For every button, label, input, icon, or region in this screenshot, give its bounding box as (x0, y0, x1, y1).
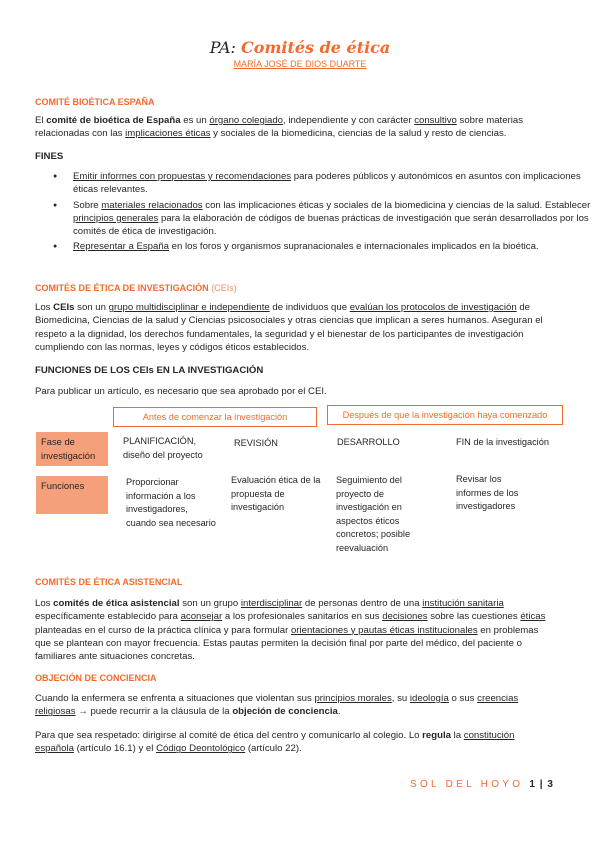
title-main: Comités de ética (241, 38, 391, 57)
function-evaluacion: Evaluación ética de la propuesta de investigación (231, 475, 321, 512)
list-item: ● Sobre materiales relacionados con las implicaciones éticas y sociales de la biomedicina y ciencias de la salud. Establecer principios generales para la elaboración de códigos de buenas prácticas de investigación que serán desarrollados por los comités de ética de investigación. (73, 199, 593, 239)
title-prefix: PA: (209, 38, 236, 57)
objecion-paragraph-1: Cuando la enfermera se enfrenta a situaciones que violentan sus principios morales, su ideología o sus creencias religiosas → puede recurrir a la cláusula de la objeción de conciencia. (35, 693, 519, 718)
section-heading-objecion: OBJECIÓN DE CONCIENCIA (35, 673, 157, 683)
objecion-paragraph-2: Para que sea respetado: dirigirse al comité de ética del centro y comunicarlo al colegio. Lo regula la constitución española (artículo 16.1) y el Código Deontológico (artículo 22). (35, 730, 515, 755)
functions-label-cell: Funciones (36, 476, 108, 514)
funciones-intro: Para publicar un artículo, es necesario que sea aprobado por el CEI. (35, 386, 327, 397)
before-investigation-box: Antes de comenzar la investigación (113, 407, 317, 427)
section-heading-cei: COMITÉS DE ÉTICA DE INVESTIGACIÓN (CEIs) (35, 283, 237, 293)
phase-planificacion: PLANIFICACIÓN, diseño del proyecto (123, 436, 203, 460)
function-revisar: Revisar los informes de los investigadores (456, 474, 519, 511)
fines-list (35, 170, 593, 256)
cei-paragraph: Los CEIs son un grupo multidisciplinar e independiente de individuos que evalúan los protocolos de investigación de Biomedicina, Ciencias de la salud y Ciencias psicosociales y otras ciencias que implican a seres humanos. Aseguran el respeto a la dignidad, los derechos fundamentales, la seguridad y el bienestar de los participantes de investigación cumpliendo con las normas, leyes y códigos éticos establecidos. (35, 302, 543, 353)
page-number: 1 | 3 (529, 779, 554, 790)
after-investigation-box: Después de que la investigación haya comenzado (327, 405, 563, 425)
phase-revision: REVISIÓN (234, 438, 278, 448)
author: MARÍA JOSÉ DE DIOS DUARTE (233, 59, 367, 69)
function-proporcionar: Proporcionar información a los investigadores, cuando sea necesario (126, 477, 216, 528)
phase-fin: FIN de la investigación (456, 437, 549, 447)
phase-label-cell: Fase de investigación (36, 432, 108, 466)
section-heading-asistencial: COMITÉS DE ÉTICA ASISTENCIAL (35, 577, 183, 587)
bioetica-paragraph: El comité de bioética de España es un órgano colegiado, independiente y con carácter consultivo sobre materias relacionadas con las implicaciones éticas y sociales de la biomedicina, ciencias de la salud y resto de ciencias. (35, 115, 523, 140)
funciones-heading: FUNCIONES DE LOS CEIs EN LA INVESTIGACIÓN (35, 365, 264, 376)
phase-desarrollo: DESARROLLO (337, 437, 400, 447)
footer (410, 778, 554, 791)
list-item: ● Representar a España en los foros y organismos supranacionales e internacionales implicados en la bioética. (73, 240, 593, 253)
function-seguimiento: Seguimiento del proyecto de investigación en aspectos éticos concretos; posible reevaluación (336, 475, 411, 553)
list-item: ● Emitir informes con propuestas y recomendaciones para poderes públicos y autonómicos en asuntos con implicaciones éticas relevantes. (73, 170, 593, 197)
section-heading-bioetica: COMITÉ BIOÉTICA ESPAÑA (35, 97, 155, 107)
footer-brand: SOL DEL HOYO (410, 779, 524, 790)
asistencial-paragraph: Los comités de ética asistencial son un grupo interdisciplinar de personas dentro de una institución sanitaria específicamente establecido para aconsejar a los profesionales sanitarios en sus decisiones sobre las cuestiones éticas planteadas en el curso de la práctica clínica y para formular orientaciones y pautas éticas institucionales en problemas que se plantean con mayor frecuencia. Estas pautas permiten la decisión final por parte del médico, del paciente o familiares ante situaciones concretas. (35, 598, 546, 663)
page-title (0, 38, 600, 58)
fines-heading: FINES (35, 151, 64, 162)
